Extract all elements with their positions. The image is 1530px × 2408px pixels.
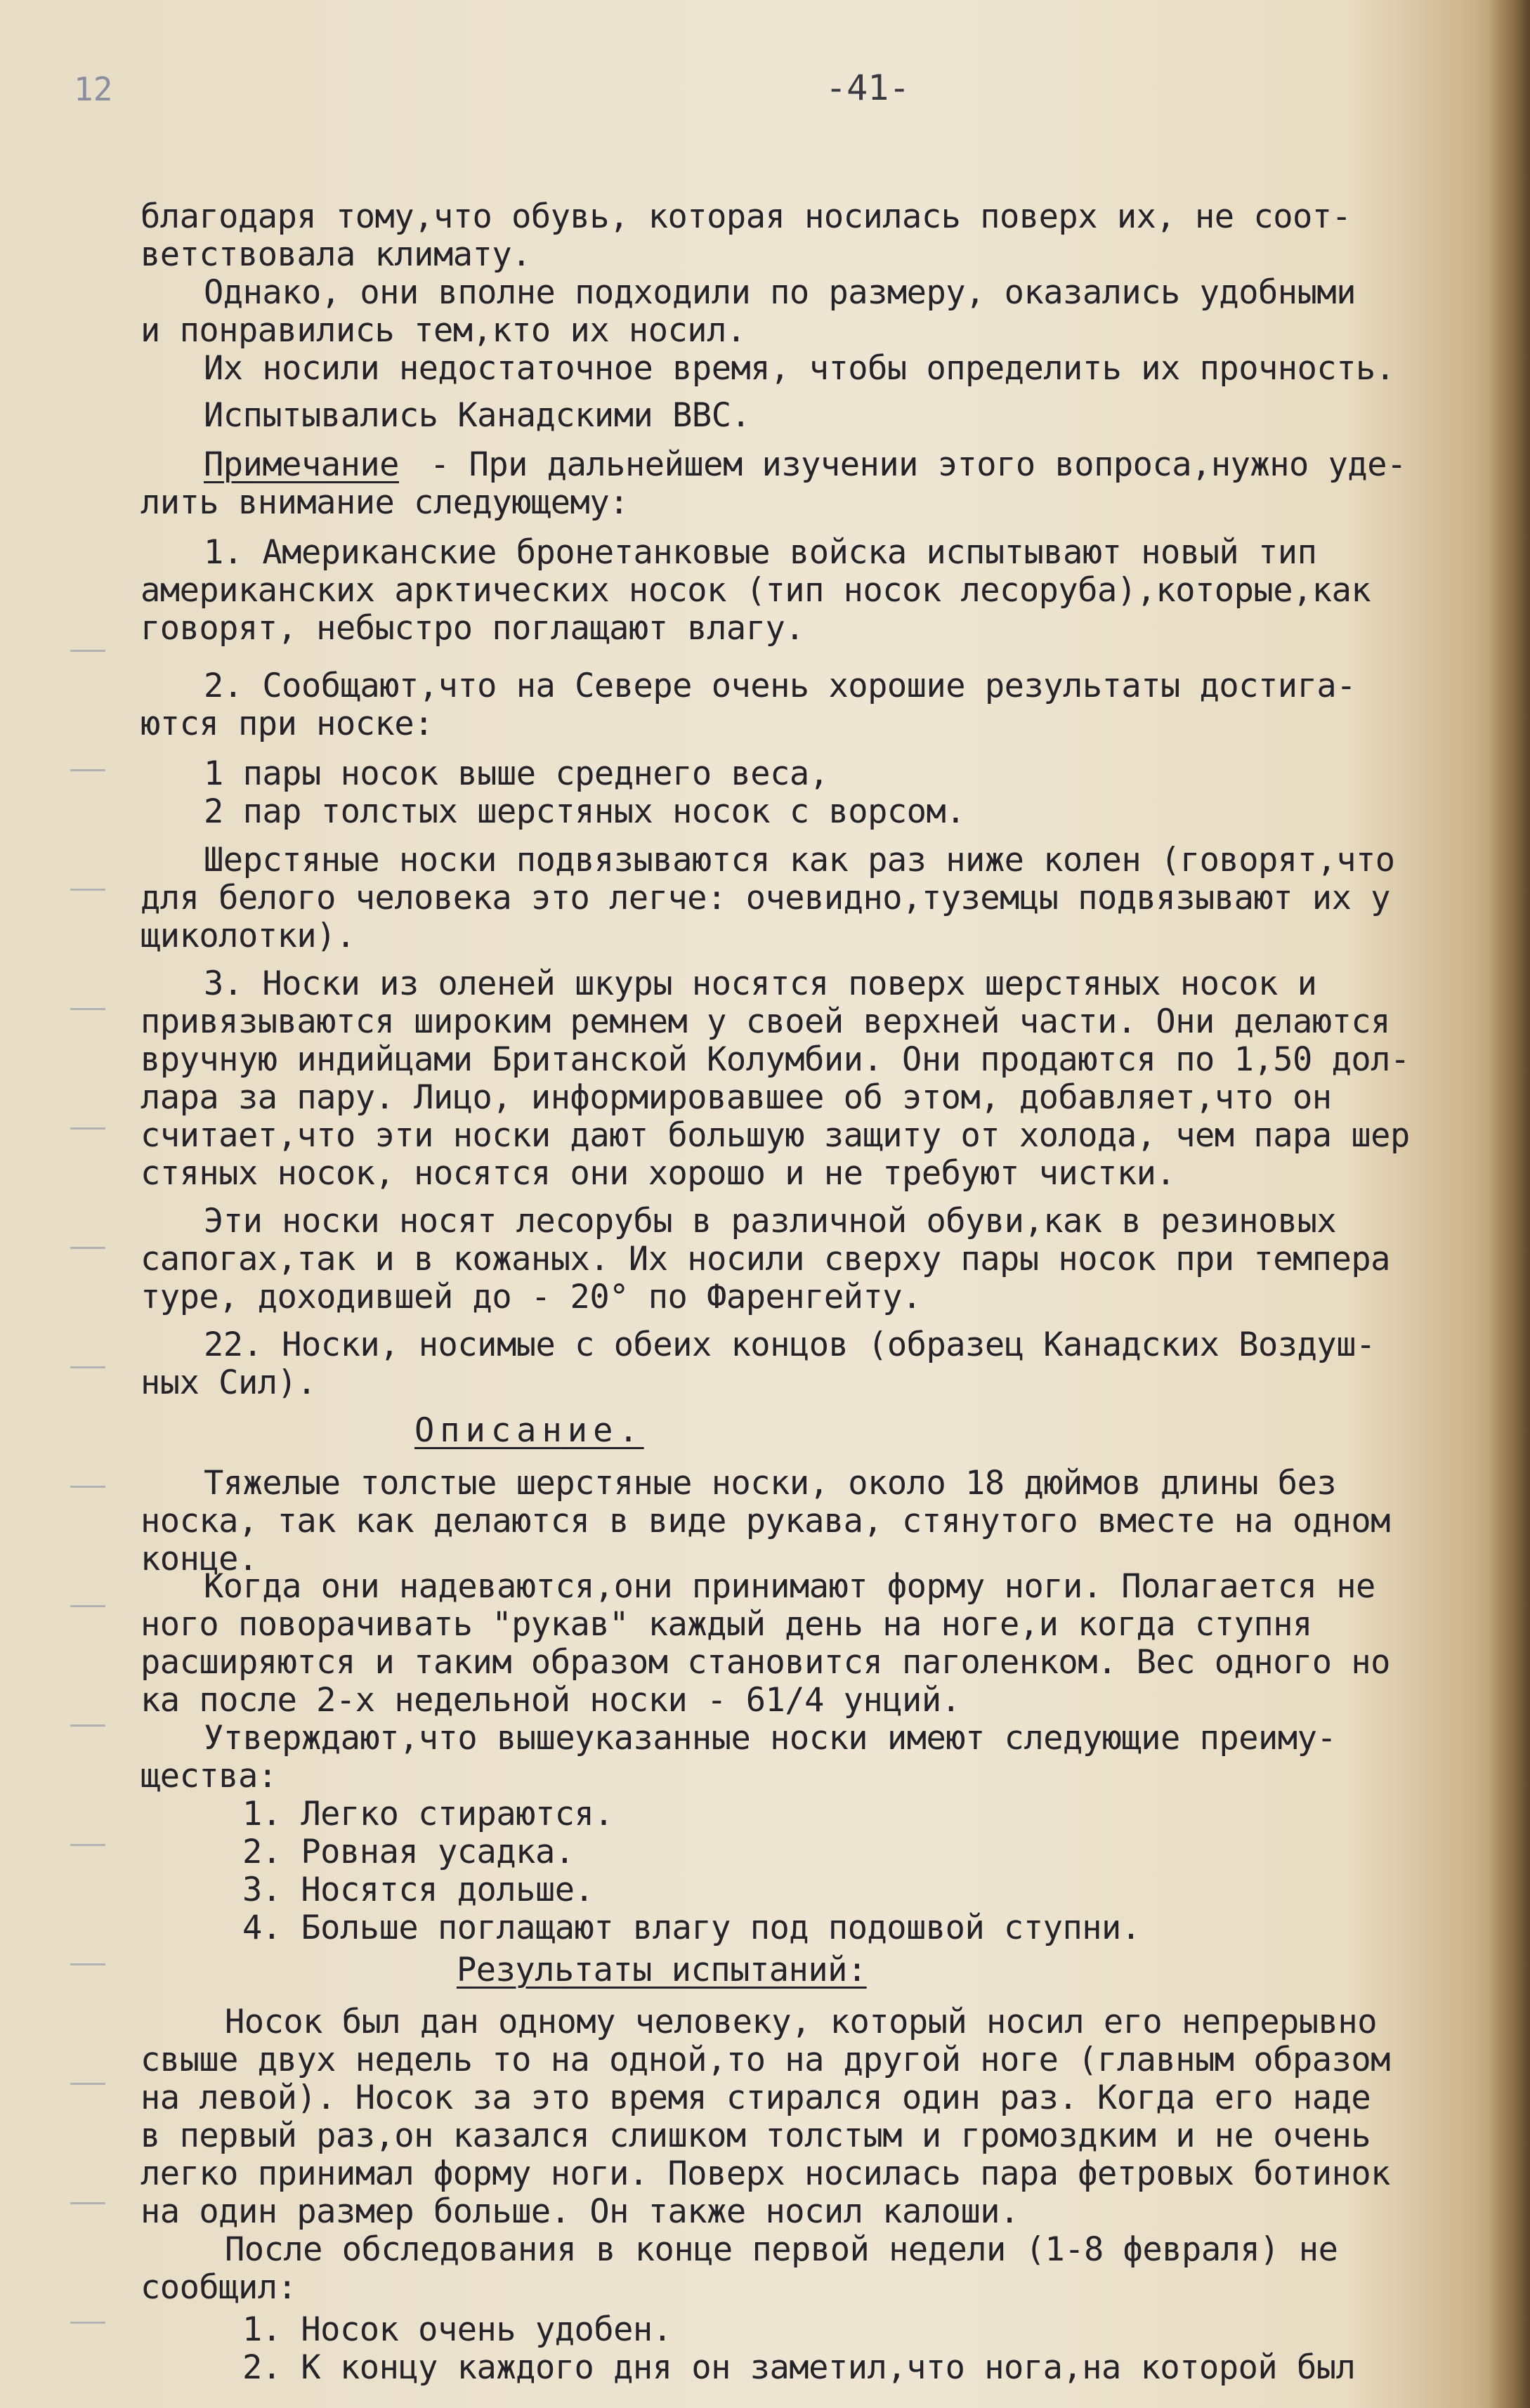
text-line: 2. Сообщают,что на Севере очень хорошие результаты достига- xyxy=(204,667,1356,705)
text-line: ных Сил). xyxy=(140,1363,317,1402)
text-line: легко принимал форму ноги. Поверх носилась пара фетровых ботинок xyxy=(140,2154,1390,2193)
section-heading-results: Результаты испытаний: xyxy=(457,1951,867,1989)
note-label: Примечание xyxy=(204,445,399,484)
text-line: Утверждают,что вышеуказанные носки имеют следующие преиму- xyxy=(204,1719,1337,1758)
list-item: 1. Легко стираются. xyxy=(242,1795,614,1833)
text-line: Эти носки носят лесорубы в различной обуви,как в резиновых xyxy=(204,1202,1337,1241)
page-number: -41- xyxy=(825,67,910,108)
text-line: на левой). Носок за это время стирался один раз. Когда его наде xyxy=(140,2079,1371,2117)
text-line: лара за пару. Лицо, информировавшее об этом, добавляет,что он xyxy=(140,1078,1332,1117)
text-line: на один размер больше. Он также носил калоши. xyxy=(140,2192,1019,2231)
text-line: в первый раз,он казался слишком толстым и громоздким и не очень xyxy=(140,2116,1371,2155)
text-line: После обследования в конце первой недели (1-8 февраля) не xyxy=(225,2230,1338,2269)
text-line: Их носили недостаточное время, чтобы определить их прочность. xyxy=(204,349,1395,388)
text-line: привязываются широким ремнем у своей верхней части. Они делаются xyxy=(140,1002,1390,1041)
text-line: 2 пар толстых шерстяных носок с ворсом. xyxy=(204,792,966,831)
text-line: расширяются и таким образом становится паголенком. Вес одного но xyxy=(140,1643,1390,1682)
text-line: - При дальнейшем изучении этого вопроса,нужно уде- xyxy=(430,445,1406,484)
text-line: ветствовала климату. xyxy=(140,235,531,274)
list-item: 2. Ровная усадка. xyxy=(242,1833,575,1871)
section-heading-description: Описание. xyxy=(414,1411,644,1450)
text-line: и понравились тем,кто их носил. xyxy=(140,311,746,350)
text-line: носка, так как делаются в виде рукава, стянутого вместе на одном xyxy=(140,1502,1390,1540)
text-line: сапогах,так и в кожаных. Их носили сверху пары носок при темпера xyxy=(140,1240,1390,1278)
text-line: 1 пары носок выше среднего веса, xyxy=(204,754,829,793)
text-line: 1. Американские бронетанковые войска испытывают новый тип xyxy=(204,533,1317,572)
text-line: Тяжелые толстые шерстяные носки, около 18 дюймов длины без xyxy=(204,1464,1337,1503)
text-line: Когда они надеваются,они принимают форму ноги. Полагается не xyxy=(204,1567,1375,1606)
list-item: 2. К концу каждого дня он заметил,что нога,на которой был xyxy=(242,2348,1356,2387)
text-line: говорят, небыстро поглащают влагу. xyxy=(140,609,805,648)
text-line: свыше двух недель то на одной,то на другой ноге (главным образом xyxy=(140,2041,1390,2079)
text-line: щества: xyxy=(140,1757,277,1795)
text-line: стяных носок, носятся они хорошо и не требуют чистки. xyxy=(140,1154,1176,1193)
corner-page-number: 12 xyxy=(74,70,113,108)
text-line: сообщил: xyxy=(140,2268,297,2307)
list-item: 1. Носок очень удобен. xyxy=(242,2310,672,2349)
text-line: благодаря тому,что обувь, которая носилась поверх их, не соот- xyxy=(140,197,1352,236)
text-line: Носок был дан одному человеку, который носил его непрерывно xyxy=(225,2003,1377,2041)
text-line: ются при носке: xyxy=(140,705,433,743)
text-line: 3. Носки из оленей шкуры носятся поверх шерстяных носок и xyxy=(204,964,1317,1003)
text-line: американских арктических носок (тип носок лесоруба),которые,как xyxy=(140,571,1371,610)
text-line: считает,что эти носки дают большую защиту от холода, чем пара шер xyxy=(140,1116,1410,1155)
list-item: 3. Носятся дольше. xyxy=(242,1871,594,1909)
list-item: 4. Больше поглащают влагу под подошвой ступни. xyxy=(242,1909,1141,1947)
text-line: туре, доходившей до - 20° по Фаренгейту. xyxy=(140,1278,922,1316)
text-line: вручную индийцами Британской Колумбии. Они продаются по 1,50 дол- xyxy=(140,1040,1410,1079)
text-line: ка после 2-х недельной носки - 61/4 унций. xyxy=(140,1681,961,1720)
text-line: для белого человека это легче: очевидно,туземцы подвязывают их у xyxy=(140,879,1390,917)
text-line: ного поворачивать "рукав" каждый день на ноге,и когда ступня xyxy=(140,1605,1312,1644)
text-line: Однако, они вполне подходили по размеру, оказались удобными xyxy=(204,273,1356,312)
text-line: Испытывались Канадскими ВВС. xyxy=(204,396,751,435)
text-line: щиколотки). xyxy=(140,917,355,955)
text-line: 22. Носки, носимые с обеих концов (образец Канадских Воздуш- xyxy=(204,1326,1375,1364)
text-line: Шерстяные носки подвязываются как раз ниже колен (говорят,что xyxy=(204,841,1395,879)
text-line: лить внимание следующему: xyxy=(140,483,629,522)
text-line: конце. xyxy=(140,1540,258,1578)
